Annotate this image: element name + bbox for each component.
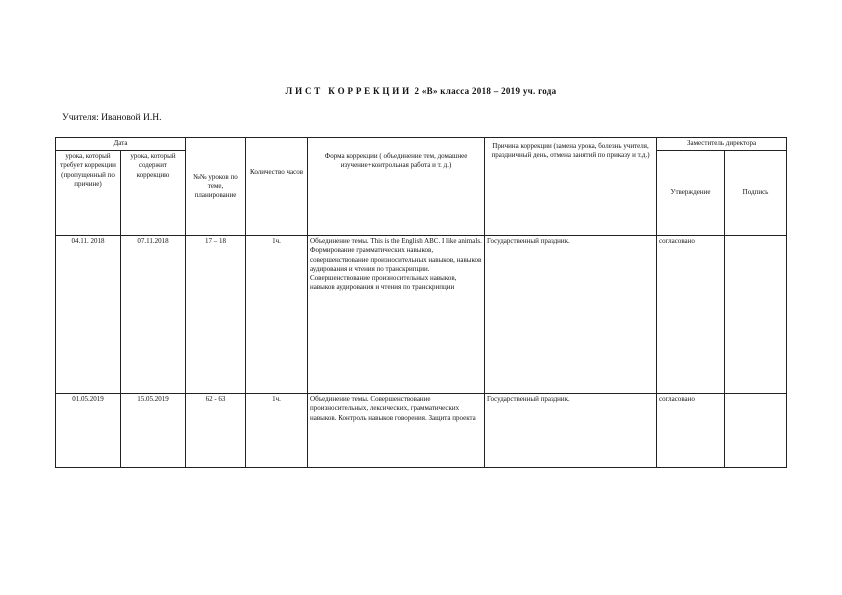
- date-required-cell: 04.11. 2018: [56, 236, 121, 394]
- header-correction-form: Форма коррекции ( объединение тем, домашнее изучение+контрольная работа и т. д.): [308, 138, 485, 236]
- header-lesson-numbers: №№ уроков по теме, планирование: [186, 138, 246, 236]
- document-title: Л И С Т К О Р Р Е К Ц И И 2 «В» класса 2018 – 2019 уч. года: [285, 86, 557, 96]
- header-hours: Количество часов: [246, 138, 308, 236]
- correction-table: [55, 137, 787, 468]
- table-row: [56, 394, 787, 468]
- table-row: [56, 236, 787, 394]
- header-lesson-contains: урока, который содержит коррекцию: [121, 151, 186, 236]
- approval-cell: согласовано: [657, 236, 725, 394]
- signature-cell: [725, 236, 787, 394]
- date-required-cell: 01.05.2019: [56, 394, 121, 468]
- teacher-line: Учителя: Ивановой И.Н.: [62, 113, 162, 123]
- date-contains-cell: 07.11.2018: [121, 236, 186, 394]
- signature-cell: [725, 394, 787, 468]
- reason-cell: Государственный праздник.: [485, 236, 657, 394]
- reason-cell: Государственный праздник.: [485, 394, 657, 468]
- date-contains-cell: 15.05.2019: [121, 394, 186, 468]
- approval-cell: согласовано: [657, 394, 725, 468]
- form-cell: Объединение темы. Совершенствование произносительных, лексических, грамматических навыков. Контроль навыков говорения. Защита проекта: [308, 394, 485, 468]
- hours-cell: 1ч.: [246, 236, 308, 394]
- header-date: Дата: [56, 138, 186, 151]
- lessons-cell: 17 – 18: [186, 236, 246, 394]
- header-row-1: [56, 138, 787, 151]
- lessons-cell: 62 - 63: [186, 394, 246, 468]
- form-cell: Объединение темы. This is the English ABC. I like animals. Формирование грамматических навыков, совершенствование произносительных навыков, навыков аудирования и чтения по транскрипции. Совершенствование произносительных навыков, навыков аудирования и чтения по транскрипции: [308, 236, 485, 394]
- header-reason: Причина коррекции (замена урока, болезнь учителя, праздничный день, отмена занятий по приказу и т.д.): [485, 138, 657, 236]
- hours-cell: 1ч.: [246, 394, 308, 468]
- header-signature: Подпись: [725, 151, 787, 236]
- header-lesson-required: урока, который требует коррекции (пропущенный по причине): [56, 151, 121, 236]
- header-deputy: Заместитель директора: [657, 138, 787, 151]
- header-approval: Утверждение: [657, 151, 725, 236]
